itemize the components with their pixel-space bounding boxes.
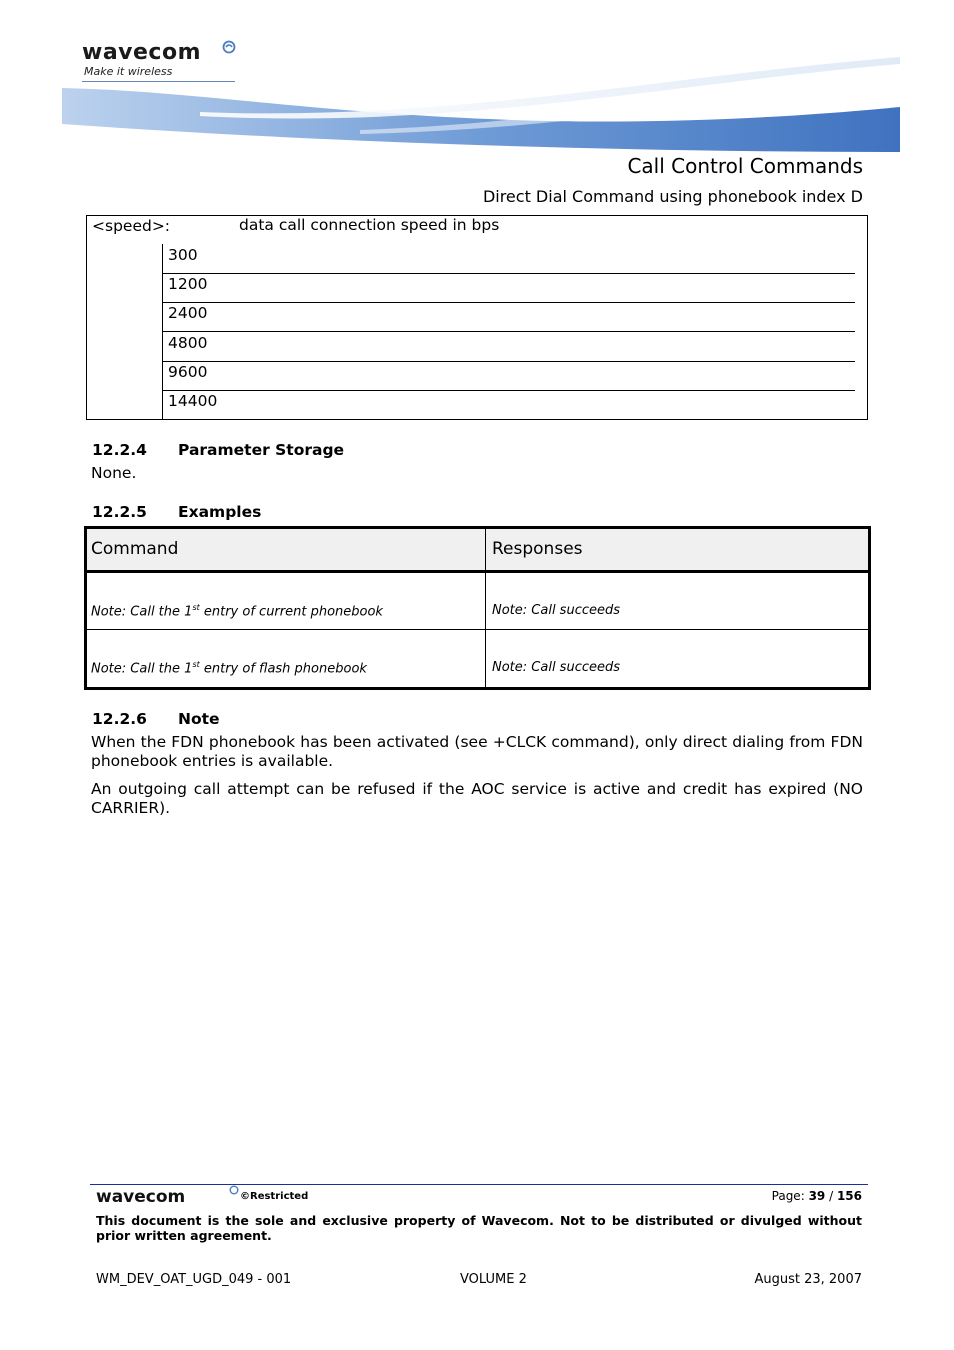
header-chapter-title: Call Control Commands: [627, 154, 863, 178]
footer-volume: VOLUME 2: [460, 1272, 527, 1287]
example-response-note: Note: Call succeeds: [492, 660, 621, 675]
section-number: 12.2.4: [92, 441, 147, 459]
footer-rule: [90, 1184, 868, 1185]
speed-value: 9600: [168, 363, 208, 381]
speed-value-row: [162, 362, 855, 391]
speed-param-name: <speed>:: [92, 217, 171, 235]
section-title: Examples: [178, 503, 262, 521]
footer-confidentiality-notice: This document is the sole and exclusive property of Wavecom. Not to be distributed or divulged without prior written agreement.: [96, 1213, 862, 1243]
speed-value: 2400: [168, 304, 208, 322]
header-section-subtitle: Direct Dial Command using phonebook index D: [482, 187, 863, 206]
examples-column-divider: [485, 529, 486, 687]
note-paragraph: When the FDN phonebook has been activated (see +CLCK command), only direct dialing from FDN phonebook entries is available.: [91, 733, 863, 770]
section-heading-parameter-storage: [92, 441, 344, 459]
examples-row-divider: [87, 629, 868, 630]
example-command-note: Note: Call the 1st entry of current phonebook: [91, 603, 383, 620]
speed-value-row: [162, 245, 855, 274]
footer-date: August 23, 2007: [754, 1272, 862, 1287]
speed-value: 300: [168, 246, 198, 264]
footer-page-number: Page: 39 / 156: [771, 1189, 862, 1203]
footer-logo-swirl-icon: [229, 1185, 239, 1195]
speed-value-row: [162, 391, 855, 420]
parameter-storage-body: None.: [91, 464, 137, 482]
examples-table-header: [87, 529, 868, 573]
logo-swirl-icon: [222, 40, 236, 54]
section-title: Parameter Storage: [178, 441, 345, 459]
section-heading-note: [92, 710, 220, 728]
wavecom-logo: wavecom: [82, 40, 202, 65]
column-header-responses: Responses: [492, 539, 583, 559]
note-paragraph: An outgoing call attempt can be refused if the AOC service is active and credit has expired (NO CARRIER).: [91, 780, 863, 817]
section-heading-examples: [92, 503, 261, 521]
footer-restricted-label: ©Restricted: [240, 1191, 309, 1202]
speed-param-description: data call connection speed in bps: [239, 216, 500, 234]
column-header-command: Command: [91, 539, 179, 559]
footer-document-reference: WM_DEV_OAT_UGD_049 - 001: [96, 1272, 292, 1287]
speed-value-row: [162, 303, 855, 332]
speed-value: 1200: [168, 275, 208, 293]
section-title: Note: [178, 710, 220, 728]
section-number: 12.2.5: [92, 503, 147, 521]
header-swoosh-graphic: [60, 52, 900, 157]
logo-tagline: Make it wireless: [84, 65, 173, 78]
speed-value: 14400: [168, 392, 218, 410]
section-number: 12.2.6: [92, 710, 147, 728]
example-response-note: Note: Call succeeds: [492, 603, 621, 618]
speed-value: 4800: [168, 334, 208, 352]
logo-underline: [82, 81, 235, 82]
speed-value-row: [162, 333, 855, 362]
footer-wavecom-logo: wavecom: [96, 1187, 186, 1207]
speed-value-row: [162, 274, 855, 303]
example-command-note: Note: Call the 1st entry of flash phonebook: [91, 660, 367, 677]
